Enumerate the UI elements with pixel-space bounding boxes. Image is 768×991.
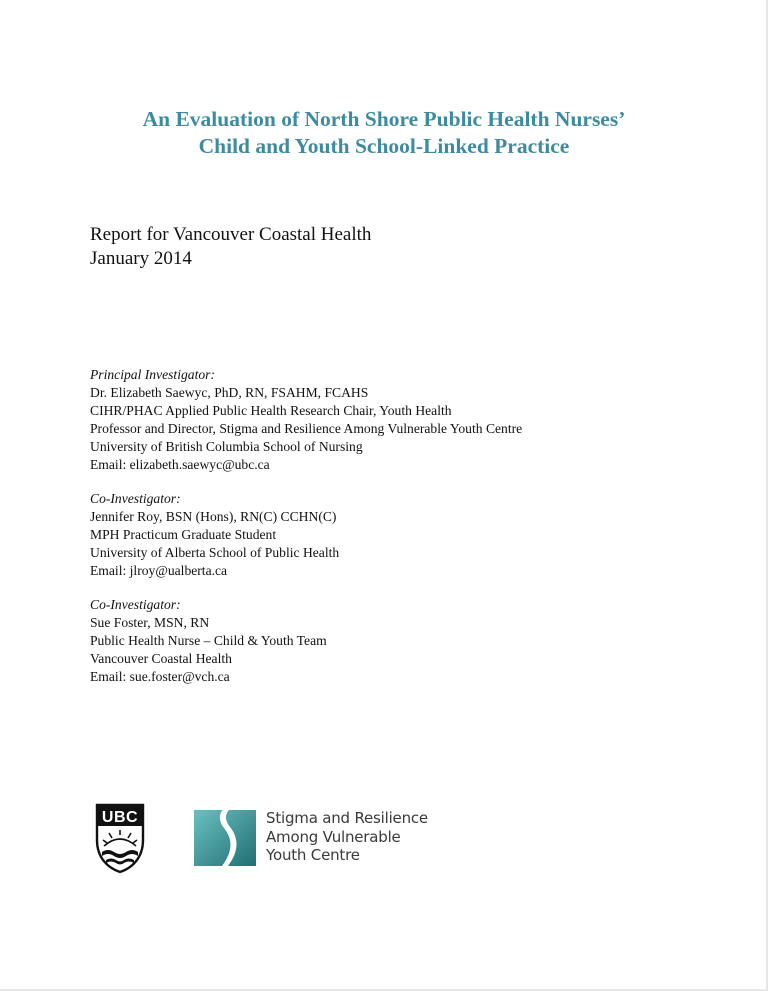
ubc-logo-text: UBC — [101, 809, 139, 826]
sarac-line-2: Among Vulnerable — [266, 827, 401, 846]
co-investigator-1 — [90, 490, 522, 580]
report-date: January 2014 — [90, 248, 192, 269]
sarac-logo-text — [266, 809, 428, 865]
investigator-detail: Vancouver Coastal Health — [90, 651, 232, 666]
investigator-email: Email: jlroy@ualberta.ca — [90, 563, 228, 578]
investigator-detail: University of Alberta School of Public Health — [90, 545, 340, 560]
investigator-detail: CIHR/PHAC Applied Public Health Research Chair, Youth Health — [90, 403, 452, 418]
investigator-role: Co-Investigator: — [90, 597, 181, 612]
investigator-email: Email: sue.foster@vch.ca — [90, 669, 230, 684]
title-line-1: An Evaluation of North Shore Public Health Nurses’ — [142, 107, 626, 131]
report-for: Report for Vancouver Coastal Health — [90, 224, 372, 245]
principal-investigator — [90, 366, 522, 474]
title-line-2: Child and Youth School-Linked Practice — [198, 134, 570, 158]
sarac-line-1: Stigma and Resilience — [266, 809, 428, 827]
co-investigator-2 — [90, 596, 522, 686]
ubc-crest-logo — [94, 802, 146, 874]
investigator-detail: MPH Practicum Graduate Student — [90, 527, 277, 542]
investigator-role: Principal Investigator: — [90, 367, 215, 382]
investigators-list — [90, 366, 522, 702]
investigator-name: Jennifer Roy, BSN (Hons), RN(C) CCHN(C) — [90, 509, 337, 524]
investigator-name: Dr. Elizabeth Saewyc, PhD, RN, FSAHM, FCAHS — [90, 385, 369, 400]
report-info — [90, 223, 371, 271]
sarac-logo-mark — [194, 804, 256, 866]
investigator-name: Sue Foster, MSN, RN — [90, 615, 210, 630]
investigator-detail: University of British Columbia School of Nursing — [90, 439, 363, 454]
investigator-email: Email: elizabeth.saewyc@ubc.ca — [90, 457, 270, 472]
sarac-line-3: Youth Centre — [266, 846, 360, 864]
investigator-detail: Professor and Director, Stigma and Resilience Among Vulnerable Youth Centre — [90, 421, 523, 436]
document-title — [0, 106, 768, 160]
investigator-detail: Public Health Nurse – Child & Youth Team — [90, 633, 327, 648]
logos-row — [94, 802, 428, 878]
investigator-role: Co-Investigator: — [90, 491, 181, 506]
